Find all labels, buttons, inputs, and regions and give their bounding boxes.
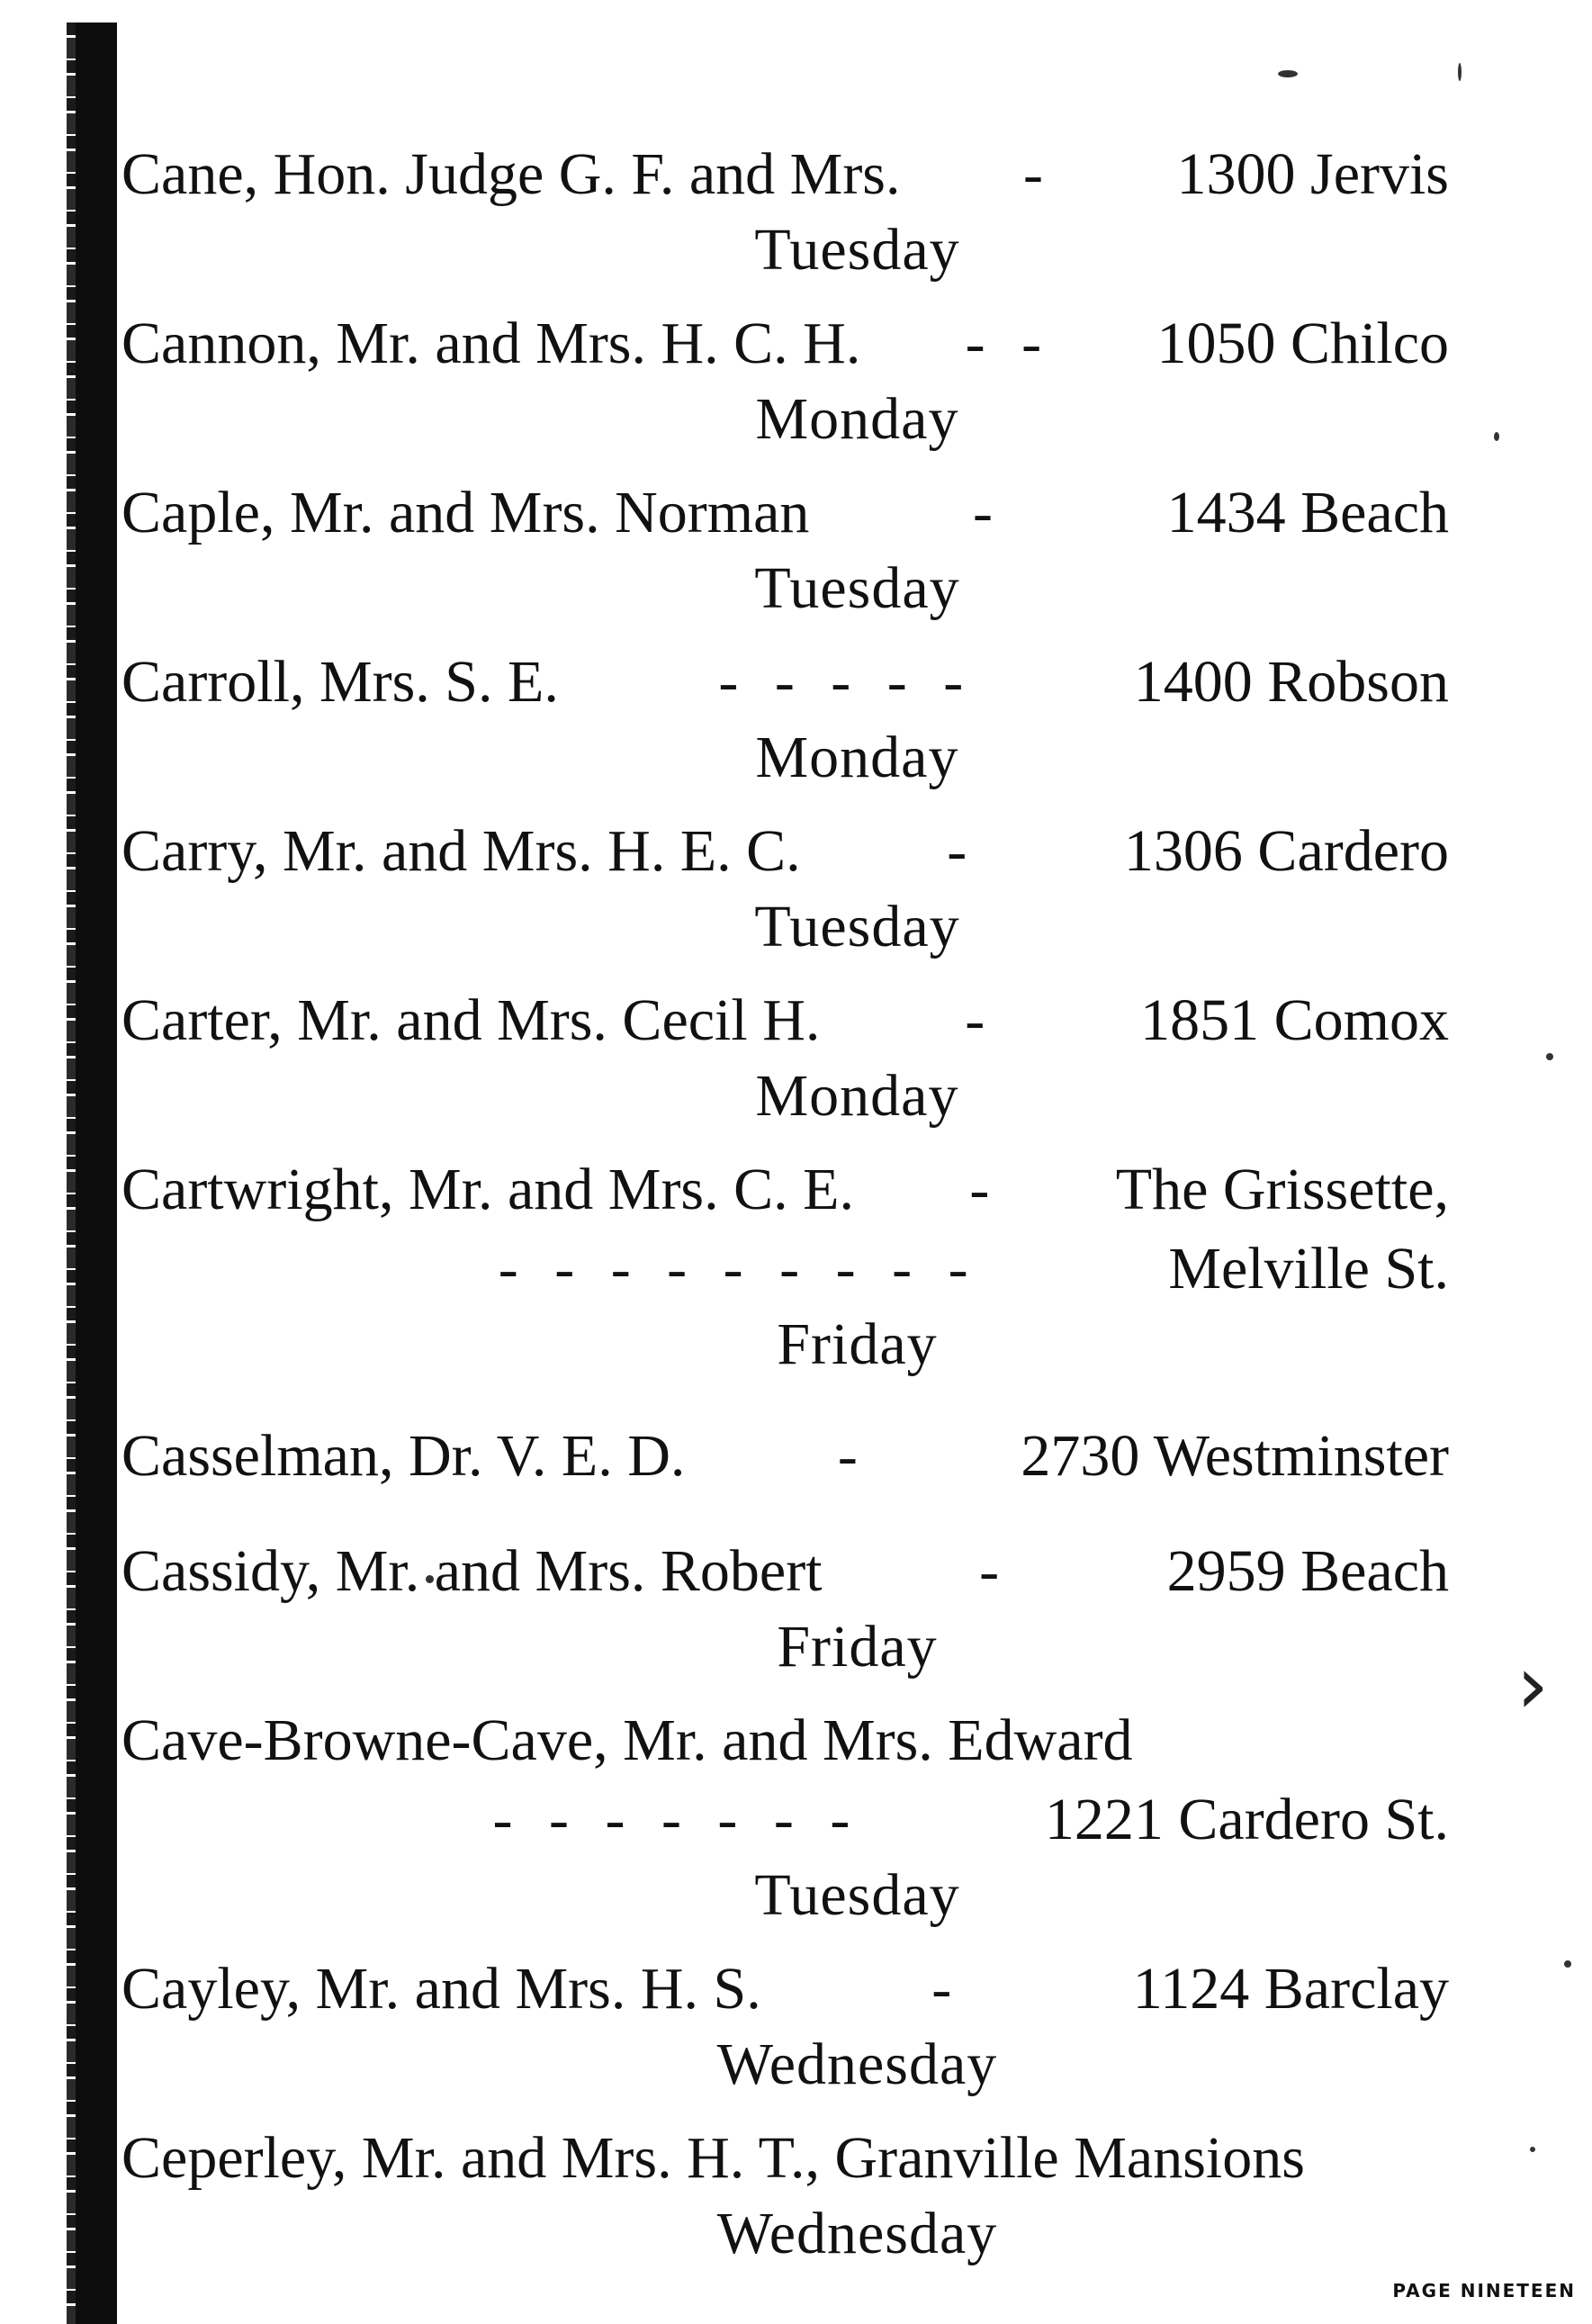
entry-name: Casselman, Dr. V. E. D.	[121, 1423, 686, 1489]
entry-line	[121, 1701, 1449, 1780]
entry-address: 1124 Barclay	[1132, 1956, 1449, 2022]
entry-line	[121, 2119, 1449, 2198]
entry-day: Monday	[755, 725, 959, 790]
directory-entry	[121, 1701, 1449, 1932]
entry-line	[121, 1532, 1449, 1611]
scan-speck	[1458, 63, 1462, 81]
scan-speck	[1494, 432, 1499, 441]
entry-address: The Grissette,	[1115, 1157, 1449, 1222]
directory-entry	[121, 1150, 1449, 1381]
scan-speck	[1564, 1960, 1571, 1968]
dot-leader: - - - - - - -	[492, 1787, 861, 1852]
directory-entry	[121, 135, 1449, 286]
dot-leader: - -	[965, 311, 1053, 376]
dot-leader: -	[973, 480, 1003, 545]
entry-name: Carry, Mr. and Mrs. H. E. C.	[121, 818, 801, 884]
dot-leader: -	[837, 1423, 868, 1489]
entry-day: Tuesday	[754, 894, 960, 959]
entry-address: 1221 Cardero St.	[1044, 1787, 1449, 1852]
entry-name: Cave-Browne-Cave, Mr. and Mrs. Edward	[121, 1707, 1133, 1773]
entry-name: Cassidy, Mr. and Mrs. Robert	[121, 1538, 823, 1604]
entry-day: Friday	[777, 1311, 938, 1377]
entry-line	[121, 1950, 1449, 2029]
entry-name: Cannon, Mr. and Mrs. H. C. H.	[121, 311, 861, 376]
binding-edge	[74, 23, 117, 2324]
entry-line	[121, 473, 1449, 553]
directory-entry	[121, 981, 1449, 1132]
entry-name: Cartwright, Mr. and Mrs. C. E.	[121, 1157, 854, 1222]
margin-mark: ›	[1516, 1638, 1549, 1733]
directory-entry	[121, 643, 1449, 794]
entry-name: Caple, Mr. and Mrs. Norman	[121, 480, 810, 545]
entry-line	[121, 135, 1449, 214]
dot-leader: -	[947, 818, 978, 884]
dot-leader: - - - - - - - - -	[498, 1236, 979, 1302]
entry-address: 1300 Jervis	[1176, 141, 1449, 207]
dot-leader: -	[931, 1956, 963, 2022]
entry-day: Wednesday	[716, 2201, 998, 2266]
entry-name: Carter, Mr. and Mrs. Cecil H.	[121, 987, 821, 1053]
entry-name: Ceperley, Mr. and Mrs. H. T., Granville Mansions	[121, 2125, 1305, 2191]
entry-line	[121, 304, 1449, 383]
scan-speck	[1278, 70, 1298, 77]
entry-address: 2730 Westminster	[1021, 1423, 1449, 1489]
entry-name: Cane, Hon. Judge G. F. and Mrs.	[121, 141, 901, 207]
directory-entry	[121, 1950, 1449, 2101]
dot-leader: -	[1023, 141, 1054, 207]
dot-leader: -	[965, 987, 996, 1053]
directory-entry	[121, 1532, 1449, 1683]
entry-day: Tuesday	[754, 555, 960, 621]
directory-list	[121, 135, 1449, 2270]
entry-address: 1400 Robson	[1133, 649, 1449, 715]
dot-leader: -	[969, 1157, 1001, 1222]
scan-speck	[1546, 1053, 1553, 1060]
entry-address: 1306 Cardero	[1123, 818, 1449, 884]
directory-entry	[121, 1417, 1449, 1496]
entry-line	[121, 981, 1449, 1060]
directory-entry	[121, 812, 1449, 963]
entry-address-continued: Melville St.	[1168, 1236, 1449, 1302]
entry-line-continued	[121, 1780, 1449, 1860]
entry-line	[121, 812, 1449, 891]
scan-speck	[1530, 2147, 1535, 2152]
entry-day: Monday	[755, 1063, 959, 1129]
entry-address: 2959 Beach	[1166, 1538, 1449, 1604]
entry-day: Wednesday	[716, 2031, 998, 2097]
entry-name: Cayley, Mr. and Mrs. H. S.	[121, 1956, 761, 2022]
entry-address: 1050 Chilco	[1156, 311, 1449, 376]
entry-line-continued	[121, 1230, 1449, 1309]
entry-address: 1851 Comox	[1140, 987, 1449, 1053]
entry-address: 1434 Beach	[1166, 480, 1449, 545]
page-number-footer: PAGE NINETEEN	[1392, 2280, 1576, 2301]
entry-line	[121, 1417, 1449, 1496]
entry-line	[121, 1150, 1449, 1230]
entry-line	[121, 643, 1449, 722]
dot-leader: -	[979, 1538, 1011, 1604]
entry-day: Tuesday	[754, 217, 960, 283]
entry-day: Tuesday	[754, 1862, 960, 1928]
dot-leader: - - - - -	[718, 649, 975, 715]
directory-entry	[121, 2119, 1449, 2270]
entry-name: Carroll, Mrs. S. E.	[121, 649, 559, 715]
directory-entry	[121, 304, 1449, 455]
directory-entry	[121, 473, 1449, 625]
entry-day: Friday	[777, 1614, 938, 1680]
entry-day: Monday	[755, 386, 959, 452]
